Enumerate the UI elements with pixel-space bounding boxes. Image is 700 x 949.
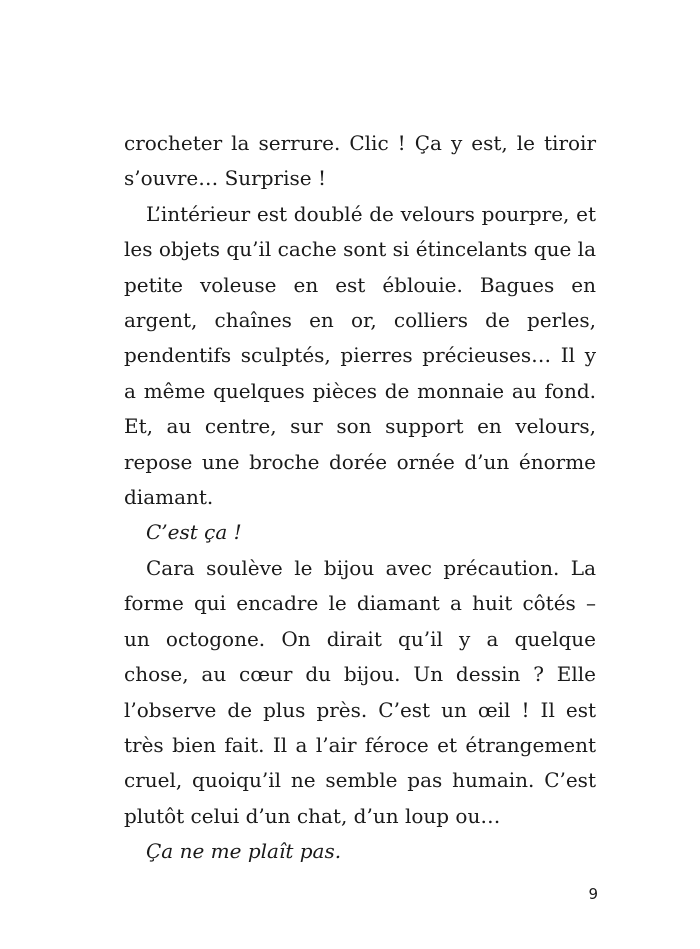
italic-thought: C’est ça !: [146, 520, 242, 545]
italic-thought: Ça ne me plaît pas.: [146, 839, 342, 864]
paragraph-continuation: crocheter la serrure. Clic ! Ça y est, le tiroir s’ouvre… Surprise !: [124, 131, 596, 191]
page-number: 9: [588, 885, 598, 903]
body-text: [124, 126, 596, 870]
paragraph: L’intérieur est doublé de velours pourpre, et les objets qu’il cache sont si étincelants que la petite voleuse en est éblouie. Bagues en argent, chaînes en or, colliers de perles, pendentifs sculptés, pierres précieuses… Il y a même quelques pièces de monnaie au fond. Et, au centre, sur son support en velours, repose une broche dorée ornée d’un énorme diamant.: [124, 201, 596, 510]
paragraph: Cara soulève le bijou avec précaution. La forme qui encadre le diamant a huit côtés – un octogone. On dirait qu’il y a quelque chose, au cœur du bijou. Un dessin ? Elle l’observe de plus près. C’est un œil ! Il est très bien fait. Il a l’air féroce et étrangement cruel, quoiqu’il ne semble pas humain. C’est plutôt celui d’un chat, d’un loup ou…: [124, 555, 596, 828]
